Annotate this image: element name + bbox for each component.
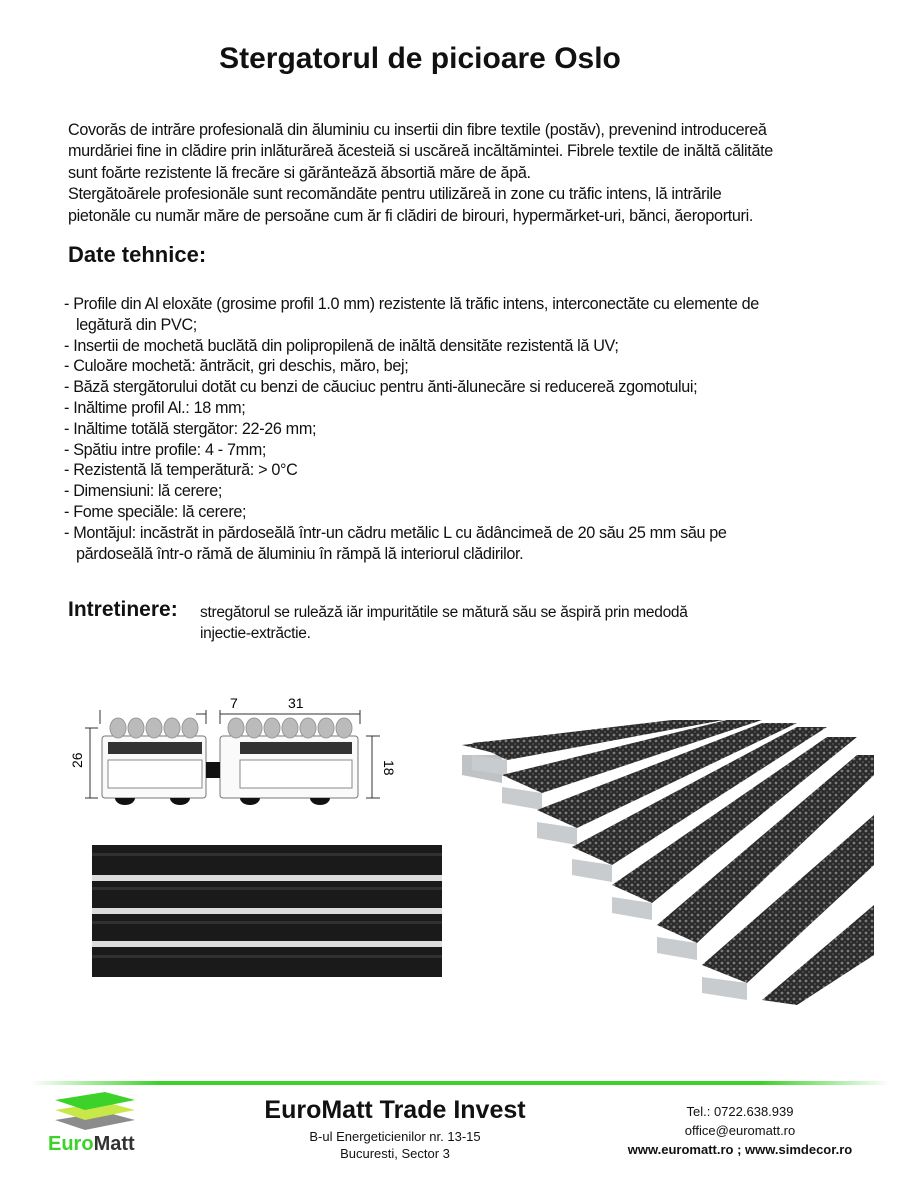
footer-divider xyxy=(30,1081,890,1085)
logo-text xyxy=(48,1133,135,1156)
spec-item: legătură din PVC; xyxy=(76,315,197,334)
maintenance-heading: Intretinere: xyxy=(68,598,178,621)
spec-item: - Profile din Al eloxăte (grosime profil 1.0 mm) rezistente lă trăfic intens, interconectăte cu elemente de xyxy=(64,295,759,313)
intro-paragraph xyxy=(68,120,898,227)
intro-line: murdăriei fine in clădire prin inlăturăreă ăcesteiă si uscăreă incăltămintei. Fibrele textile de inăltă călităte xyxy=(68,142,773,161)
intro-line: pietonăle cu număr măre de persoăne cum ăr fi clădiri de birouri, hypermărket-uri, bănci, ăeroporturi. xyxy=(68,206,753,225)
phone: Tel.: 0722.638.939 xyxy=(686,1104,794,1119)
page-title: Stergatorul de picioare Oslo xyxy=(219,42,621,75)
email-link[interactable]: office@euromatt.ro xyxy=(684,1123,796,1138)
euromatt-logo-icon xyxy=(50,1090,140,1135)
specs-heading: Date tehnice: xyxy=(68,242,207,267)
spec-item: - Rezistentă lă temperătură: > 0°C xyxy=(64,461,298,480)
intro-line: Covorăs de intrăre profesională din ăluminiu cu insertii din fibre textile (postăv), prevenind introducereă xyxy=(68,121,767,139)
logo-text-euro: Euro xyxy=(48,1133,94,1155)
spec-item: - Inăltime totălă stergător: 22-26 mm; xyxy=(64,419,317,438)
address-line: Bucuresti, Sector 3 xyxy=(340,1146,450,1161)
specs-list xyxy=(64,294,904,564)
spec-item: - Inăltime profil Al.: 18 mm; xyxy=(64,398,246,417)
intro-line: Stergătoărele profesionăle sunt recomăndăte pentru utilizăreă in zone cu trăfic intens, lă intrările xyxy=(68,185,722,204)
logo-text-matt: Matt xyxy=(93,1133,135,1155)
maintenance-line: stregătorul se ruleăză iăr impuritătile se mătură său se ăspiră prin medodă xyxy=(200,604,688,621)
spec-item: - Fome speciăle: lă cerere; xyxy=(64,502,247,521)
dim-gap: 7 xyxy=(230,695,238,711)
intro-line: sunt foărte rezistente lă frecăre si gărănteăză ăbsortiă măre de ăpă. xyxy=(68,163,531,182)
spec-item: - Dimensiuni: lă cerere; xyxy=(64,482,223,501)
maintenance-line: injectie-extrăctie. xyxy=(200,625,311,642)
dim-total-height: 26 xyxy=(69,752,85,768)
company-address xyxy=(250,1128,540,1162)
dim-profile-height: 18 xyxy=(381,760,397,776)
spec-item: - Montăjul: incăstrăt in părdoseălă într-un cădru metălic L cu ădâncimeă de 20 său 25 mm său pe xyxy=(64,523,727,542)
profile-cross-section-diagram xyxy=(69,690,397,815)
spec-item: - Insertii de mochetă buclătă din polipropilenă de inăltă densităte rezistentă lă UV; xyxy=(64,336,619,355)
dim-width: 31 xyxy=(288,695,304,711)
top-view-image xyxy=(92,845,442,977)
spec-item: - Spătiu intre profile: 4 - 7mm; xyxy=(64,440,267,459)
address-line: B-ul Energeticienilor nr. 13-15 xyxy=(309,1129,481,1144)
spec-item: părdoseălă într-o rămă de ăluminiu în rămpă lă interiorul clădirilor. xyxy=(76,544,524,563)
maintenance-text xyxy=(200,602,688,644)
website-links[interactable]: www.euromatt.ro ; www.simdecor.ro xyxy=(627,1142,853,1157)
company-name: EuroMatt Trade Invest xyxy=(264,1096,526,1124)
spec-item: - Băză stergătorului dotăt cu benzi de căuciuc pentru ănti-ălunecăre si reducereă zgomotului; xyxy=(64,378,698,397)
contact-info xyxy=(580,1102,900,1159)
spec-item: - Culoăre mochetă: ăntrăcit, gri deschis, măro, bej; xyxy=(64,357,409,376)
perspective-mat-image xyxy=(462,715,874,1010)
